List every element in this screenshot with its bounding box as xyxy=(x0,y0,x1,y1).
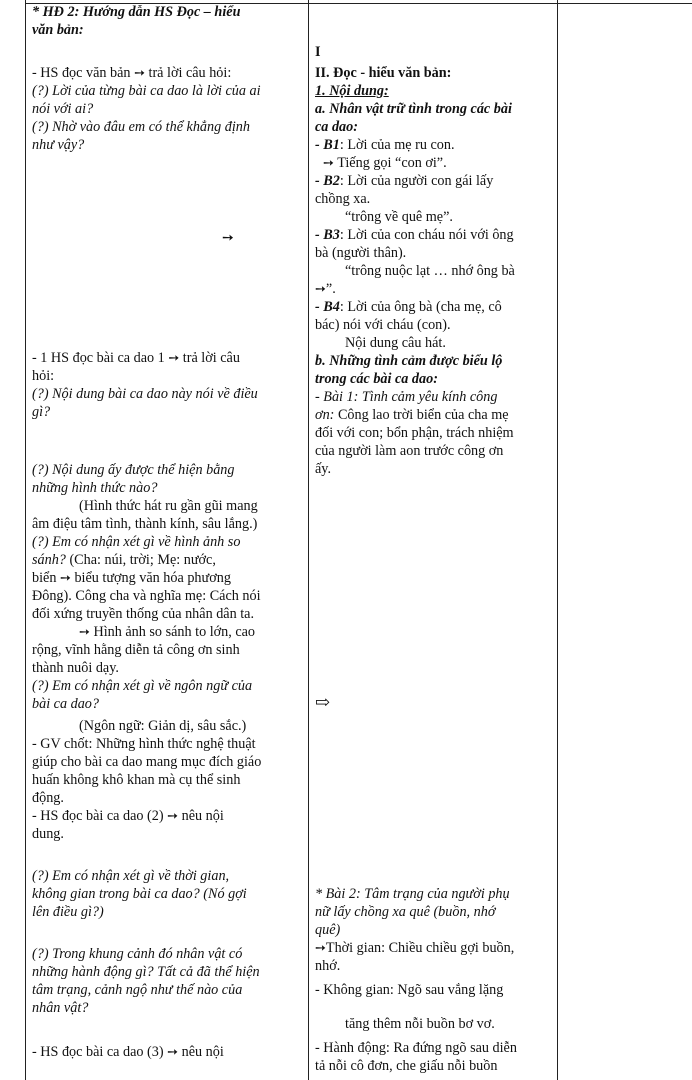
content-line: - B3: Lời của con cháu nói với ông xyxy=(315,227,514,243)
content-line: của người làm aon trước công ơn xyxy=(315,443,504,459)
content-line: tăng thêm nỗi buồn bơ vơ. xyxy=(345,1016,495,1032)
arrow-right-icon: ➙ xyxy=(167,1044,179,1059)
content-line: - B1: Lời của mẹ ru con. xyxy=(315,137,455,153)
arrow-right-icon: ➙ xyxy=(315,281,326,296)
answer-line: (Hình thức hát ru gần gũi mang xyxy=(79,498,258,514)
question-line: (?) Em có nhận xét gì về ngôn ngữ của xyxy=(32,678,253,694)
answer-line: đối xứng truyền thống của nhân dân ta. xyxy=(32,606,255,622)
instruction-line: - HS đọc văn bản ➙ trả lời câu hỏi: xyxy=(32,65,232,81)
text-line: huấn không khô khan mà cụ thể sinh xyxy=(32,772,241,788)
content-line: chồng xa. xyxy=(315,191,371,207)
question-line: lên điều gì?) xyxy=(32,904,104,920)
content-line: - Không gian: Ngõ sau vắng lặng xyxy=(315,982,504,998)
answer-line: Đông). Công cha và nghĩa mẹ: Cách nói xyxy=(32,588,261,604)
subsection-heading: 1. Nội dung: xyxy=(315,83,389,99)
section-heading: II. Đọc - hiểu văn bản: xyxy=(315,65,452,81)
content-line: bà (người thân). xyxy=(315,245,407,261)
content-line: “trông nuộc lạt … nhớ ông bà xyxy=(345,263,515,279)
content-line: ➙Thời gian: Chiều chiều gợi buồn, xyxy=(315,940,515,956)
question-line: không gian trong bài ca dao? (Nó gợi xyxy=(32,886,247,902)
content-line: Nội dung câu hát. xyxy=(345,335,446,351)
content-line: “trông về quê mẹ”. xyxy=(345,209,453,225)
question-line: những hình thức nào? xyxy=(32,480,158,496)
text-line: dung. xyxy=(32,826,64,842)
content-line: đối với con; bổn phận, trách nhiệm xyxy=(315,425,514,441)
answer-line: (Ngôn ngữ: Giản dị, sâu sắc.) xyxy=(79,718,247,734)
answer-line: thành nuôi dạy. xyxy=(32,660,119,676)
question-line: (?) Trong khung cảnh đó nhân vật có xyxy=(32,946,243,962)
answer-line: âm điệu tâm tình, thành kính, sâu lắng.) xyxy=(32,516,258,532)
point-heading: a. Nhân vật trữ tình trong các bài xyxy=(315,101,512,117)
text-line: hỏi: xyxy=(32,368,55,384)
question-line: nói với ai? xyxy=(32,101,94,117)
question-line: (?) Lời của từng bài ca dao là lời của ai xyxy=(32,83,261,99)
content-line: ➙ Tiếng gọi “con ơi”. xyxy=(323,155,447,171)
point-heading: nữ lấy chồng xa quê (buồn, nhớ xyxy=(315,904,496,920)
content-line: - B2: Lời của người con gái lấy xyxy=(315,173,494,189)
content-line: nhớ. xyxy=(315,958,341,974)
text-line: giúp cho bài ca dao mang mục đích giáo xyxy=(32,754,262,770)
roman-numeral: I xyxy=(315,44,321,60)
content-line: - Bài 1: Tình cảm yêu kính công xyxy=(315,389,498,405)
double-arrow-icon: ⇨ xyxy=(315,692,331,712)
text-line: - GV chốt: Những hình thức nghệ thuật xyxy=(32,736,256,752)
question-line: (?) Em có nhận xét gì về hình ảnh so xyxy=(32,534,241,550)
arrow-right-icon: ➙ xyxy=(59,570,71,585)
point-heading: b. Những tình cảm được biểu lộ xyxy=(315,353,503,369)
content-line: - Hành động: Ra đứng ngõ sau diễn xyxy=(315,1040,517,1056)
question-line: gì? xyxy=(32,404,51,420)
content-line: - B4: Lời của ông bà (cha mẹ, cô xyxy=(315,299,502,315)
activity-heading-cont: văn bản: xyxy=(32,22,84,38)
content-line: ➙”. xyxy=(315,281,336,297)
answer-line: ➙ Hình ảnh so sánh to lớn, cao xyxy=(79,624,256,640)
arrow-right-icon: ➙ xyxy=(323,155,334,170)
activity-heading: * HĐ 2: Hướng dẫn HS Đọc – hiểu xyxy=(32,4,241,20)
content-line: ấy. xyxy=(315,461,332,477)
instruction-line: - 1 HS đọc bài ca dao 1 ➙ trả lời câu xyxy=(32,350,240,366)
table-border-middle-2 xyxy=(557,0,558,1080)
point-heading: ca dao: xyxy=(315,119,358,135)
question-line: (?) Nội dung bài ca dao này nói về điều xyxy=(32,386,258,402)
table-border-middle-1 xyxy=(308,0,309,1080)
arrow-right-icon: ➙ xyxy=(134,65,145,80)
answer-line: rộng, vĩnh hằng diễn tả công ơn sinh xyxy=(32,642,240,658)
arrow-right-icon: ➙ xyxy=(167,808,179,823)
content-line: ơn: Công lao trời biển của cha mẹ xyxy=(315,407,509,423)
table-border-left xyxy=(25,0,26,1080)
question-line: như vậy? xyxy=(32,137,85,153)
question-line: tâm trạng, cảnh ngộ như thế nào của xyxy=(32,982,243,998)
content-line: bác) nói với cháu (con). xyxy=(315,317,451,333)
instruction-line: - HS đọc bài ca dao (2) ➙ nêu nội xyxy=(32,808,224,824)
instruction-line: - HS đọc bài ca dao (3) ➙ nêu nội xyxy=(32,1044,224,1060)
point-heading: quê) xyxy=(315,922,341,938)
content-line: tả nỗi cô đơn, che giấu nỗi buồn xyxy=(315,1058,498,1074)
question-line: (?) Nội dung ấy được thể hiện bằng xyxy=(32,462,235,478)
point-heading: * Bài 2: Tâm trạng của người phụ xyxy=(315,886,510,902)
question-line: sánh? (Cha: núi, trời; Mẹ: nước, xyxy=(32,552,216,568)
question-line: (?) Nhờ vào đâu em có thể khẳng định xyxy=(32,119,250,135)
question-line: nhân vật? xyxy=(32,1000,89,1016)
arrow-right-icon: ➙ xyxy=(315,940,326,955)
arrow-right-icon: ➙ xyxy=(168,350,180,365)
arrow-right-icon: ➙ xyxy=(79,624,90,639)
arrow-right-icon: ➙ xyxy=(222,230,234,246)
question-line: (?) Em có nhận xét gì về thời gian, xyxy=(32,868,230,884)
text-line: động. xyxy=(32,790,64,806)
answer-line: biển ➙ biểu tượng văn hóa phương xyxy=(32,570,231,586)
point-heading: trong các bài ca dao: xyxy=(315,371,438,387)
question-line: những hành động gì? Tất cả đã thể hiện xyxy=(32,964,260,980)
question-line: bài ca dao? xyxy=(32,696,99,712)
